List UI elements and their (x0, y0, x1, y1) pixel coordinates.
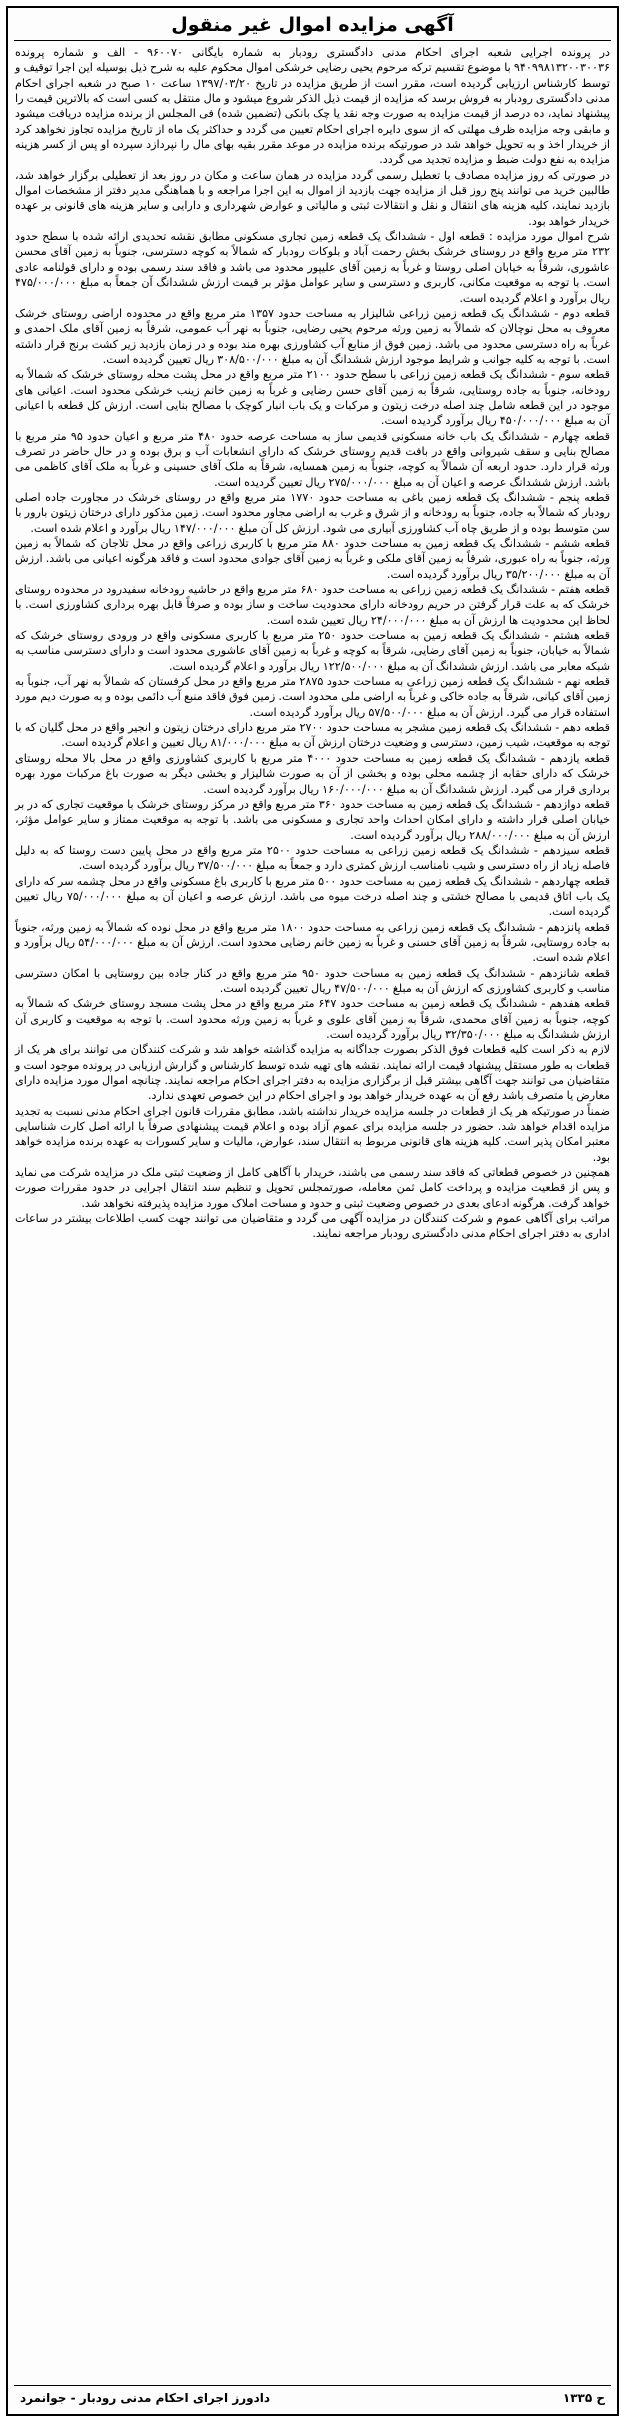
notice-paragraph: قطعه سیزدهم - ششدانگ یک قطعه زمین زراعی به مساحت حدود ۲۵۰۰ متر مربع واقع در محل پایین دست روستا که به دلیل فاصله زیاد از راه دسترسی و شیب نامناسب ارزش کمتری دارد و جمعاً به مبلغ ۳۷/۵۰۰/۰۰۰ ریال برآورد گردیده است. (15, 843, 610, 873)
notice-paragraph: شرح اموال مورد مزایده : قطعه اول - ششدانگ یک قطعه زمین تجاری مسکونی مطابق نقشه تحدیدی ارائه شده با سطح حدود ۲۳۲ متر مربع واقع در روستای خرشک بخش رحمت آباد و بلوکات رودبار که شمالاً به کوچه دسترسی، جنوباً به زمین آقای محسن عاشوری، شرقاً به خیابان اصلی روستا و غرباً به زمین آقای علیپور محدود می باشد و فاقد سند رسمی بوده و دارای قولنامه عادی است. با توجه به موقعیت مکانی، کاربری و دسترسی و سایر عوامل مؤثر بر قیمت ارزش ششدانگ آن جمعاً به مبلغ ۴۷۵/۰۰۰/۰۰۰ ریال برآورد و اعلام گردیده است. (15, 230, 610, 305)
notice-paragraph: ضمناً در صورتیکه هر یک از قطعات در جلسه مزایده خریدار نداشته باشد، مطابق مقررات قانون اجرای احکام مدنی نسبت به تجدید مزایده اقدام خواهد شد. حضور در جلسه مزایده برای عموم آزاد بوده و اعلام قیمت پیشنهادی صرفاً با ارائه اصل کارت شناسایی معتبر امکان پذیر است. کلیه هزینه های قانونی مربوط به انتقال سند، عوارض، مالیات و سایر کسورات به عهده برنده مزایده خواهد بود. (15, 1104, 610, 1164)
notice-body (8, 41, 617, 2359)
notice-paragraph: مراتب برای آگاهی عموم و شرکت کنندگان در مزایده آگهی می گردد و متقاضیان می توانند جهت کسب اطلاعات بیشتر در ساعات اداری به دفتر اجرای احکام مدنی دادگستری رودبار مراجعه نمایند. (15, 1212, 610, 1241)
notice-paragraph: قطعه ششم - ششدانگ یک قطعه زمین به مساحت حدود ۸۸۰ متر مربع با کاربری زراعی واقع در محل تلاجان که شمالاً به زمین ورثه، جنوباً به راه عبوری، شرقاً به زمین آقای ملکی و غرباً به زمین آقای جوادی محدود است و فاقد هرگونه اعیانی می باشد. ارزش آن به مبلغ ۳۵/۲۰۰/۰۰۰ ریال برآورد گردیده است. (15, 537, 610, 581)
notice-paragraph: قطعه هفتم - ششدانگ یک قطعه زمین زراعی به مساحت حدود ۶۸۰ متر مربع واقع در حاشیه رودخانه سفیدرود در محدوده روستای خرشک که به علت قرار گرفتن در حریم رودخانه دارای محدودیت ساخت و ساز بوده و صرفاً قابل بهره برداری کشاورزی است. با لحاظ این محدودیت ها ارزش آن به مبلغ ۲۴/۰۰۰/۰۰۰ ریال تعیین شده است. (15, 583, 611, 627)
notice-frame (6, 6, 619, 2416)
notice-paragraph: قطعه دوازدهم - ششدانگ یک قطعه زمین به مساحت حدود ۳۶۰ متر مربع واقع در مرکز روستای خرشک با موقعیت تجاری که در بر خیابان اصلی قرار داشته و دارای امکان احداث واحد تجاری و مسکونی می باشد. با توجه به موقعیت ممتاز و سایر عوامل مؤثر، ارزش آن به مبلغ ۲۸۸/۰۰۰/۰۰۰ ریال برآورد گردیده است. (15, 797, 610, 842)
notice-title: آگهی مزایده اموال غیر منقول (14, 8, 611, 41)
notice-paragraph: قطعه نهم - ششدانگ یک قطعه زمین زراعی به مساحت حدود ۲۸۷۵ متر مربع واقع در محل کرفستان که شمالاً به نهر آب، جنوباً به زمین آقای کیانی، شرقاً به جاده خاکی و غرباً به اراضی ملی محدود است. زمین فوق فاقد منبع آب دائمی بوده و به صورت دیم مورد استفاده قرار می گیرد. ارزش آن به مبلغ ۵۷/۵۰۰/۰۰۰ ریال برآورد گردیده است. (15, 675, 610, 719)
notice-paragraph: قطعه یازدهم - ششدانگ یک قطعه زمین به مساحت حدود ۴۰۰۰ متر مربع با کاربری کشاورزی واقع در محل بالا محله روستای خرشک که دارای حقابه از چشمه محلی بوده و بخشی از آن به صورت شالیزار و بخشی دیگر به صورت باغ مرکبات مورد بهره برداری قرار می گیرد. ارزش ششدانگ آن به مبلغ ۱۶۰/۰۰۰/۰۰۰ ریال برآورد گردیده است. (15, 751, 610, 796)
notice-paragraph: همچنین در خصوص قطعاتی که فاقد سند رسمی می باشند، خریدار با آگاهی کامل از وضعیت ثبتی ملک در مزایده شرکت می نماید و پس از قطعیت مزایده و پرداخت کامل ثمن معامله، صورتمجلس تحویل و تنظیم سند انتقال اجرایی در حدود مقررات صورت خواهد گرفت. هرگونه ادعای بعدی در خصوص وضعیت ثبتی و حدود و مساحت املاک مورد مزایده پذیرفته نخواهد شد. (15, 1166, 610, 1210)
notice-footer (14, 2385, 611, 2410)
notice-paragraph: قطعه دوم - ششدانگ یک قطعه زمین زراعی شالیزار به مساحت حدود ۱۳۵۷ متر مربع واقع در محدوده اراضی روستای خرشک معروف به محل نوچالان که شمالاً به زمین ورثه مرحوم یحیی رضایی، جنوباً به نهر آب عمومی، شرقاً به زمین آقای ملک احمدی و غرباً به راه دسترسی محدود می باشد. زمین فوق از منابع آب کشاورزی بهره مند بوده و در زمان بازدید زیر کشت برنج قرار داشته است. با توجه به کلیه جوانب و شرایط موجود ارزش ششدانگ آن به مبلغ ۳۰۸/۵۰۰/۰۰۰ ریال تعیین گردیده است. (15, 306, 610, 366)
notice-paragraph: قطعه هفدهم - ششدانگ یک قطعه زمین به مساحت حدود ۶۴۷ متر مربع واقع در محل پشت مسجد روستای خرشک که شمالاً به کوچه، جنوباً به زمین آقای محمدی، شرقاً به زمین آقای علوی و غرباً به زمین ورثه محدود است. با توجه به موقعیت و کاربری آن ارزش ششدانگ به مبلغ ۳۲/۳۵۰/۰۰۰ ریال برآورد گردیده است. (15, 997, 610, 1041)
notice-paragraph: قطعه پانزدهم - ششدانگ یک قطعه زمین زراعی به مساحت حدود ۱۸۰۰ متر مربع واقع در محل نوده که شمالاً به زمین ورثه، جنوباً به جاده روستایی، شرقاً به زمین آقای حسنی و غرباً به زمین خانم رضایی محدود است. ارزش آن به مبلغ ۵۴/۰۰۰/۰۰۰ ریال برآورد و اعلام شده است. (15, 920, 610, 965)
notice-signature: دادورز اجرای احکام مدنی رودبار - جوانمرد (20, 2391, 271, 2405)
notice-paragraph: قطعه پنجم - ششدانگ یک قطعه زمین باغی به مساحت حدود ۱۷۷۰ متر مربع واقع در روستای خرشک در مجاورت جاده اصلی رودبار که شمالاً به جاده، جنوباً به رودخانه و از شرق و غرب به اراضی مجاور محدود است. زمین مذکور دارای درختان زیتون بارور با سن متوسط بوده و از طریق چاه آب کشاورزی آبیاری می شود. ارزش کل آن مبلغ ۱۴۷/۰۰۰/۰۰۰ ریال برآورد و اعلام شده است. (15, 490, 610, 535)
notice-paragraph: قطعه هشتم - ششدانگ یک قطعه زمین به مساحت حدود ۲۵۰ متر مربع با کاربری مسکونی واقع در ورودی روستای خرشک که شمالاً به خیابان، جنوباً به زمین آقای رضایی، شرقاً به کوچه و غرباً به زمین آقای عاشوری محدود است و دارای دسترسی مناسب به شبکه معابر می باشد. ارزش ششدانگ آن به مبلغ ۱۲۲/۵۰۰/۰۰۰ ریال برآورد و اعلام گردیده است. (15, 629, 610, 673)
notice-paragraph: در صورتی که روز مزایده مصادف با تعطیل رسمی گردد مزایده در همان ساعت و مکان در روز بعد از تعطیلی برگزار خواهد شد، طالبین خرید می توانند پنج روز قبل از مزایده جهت بازدید از اموال به این اجرا مراجعه و با هماهنگی مدیر دفتر از مشخصات اموال بازدید نمایند، کلیه هزینه های انتقال و نقل و انتقالات ثبتی و مالیاتی و عوارض شهرداری و دارایی و سایر هزینه های قانونی بر عهده خریدار خواهد بود. (15, 168, 610, 228)
notice-paragraph: قطعه سوم - ششدانگ یک قطعه زمین زراعی با سطح حدود ۲۱۰۰ متر مربع واقع در محل پشت محله روستای خرشک که شمالاً به رودخانه، جنوباً به جاده روستایی، شرقاً به زمین آقای حسن رضایی و غرباً به زمین خانم زینب خرشکی محدود است. اعیانی های موجود در این قطعه شامل چند اصله درخت زیتون و مرکبات و یک باب انبار کوچک با مصالح بنایی است. ارزش کل قطعه با اعیانی آن به مبلغ ۴۵۰/۰۰۰/۰۰۰ ریال برآورد گردیده است. (15, 368, 610, 428)
notice-paragraph: قطعه چهارم - ششدانگ یک باب خانه مسکونی قدیمی ساز به مساحت عرصه حدود ۴۸۰ متر مربع و اعیان حدود ۹۵ متر مربع با مصالح بنایی و سقف شیروانی واقع در بافت قدیم روستای خرشک که دارای انشعابات آب و برق بوده و در حال حاضر در تصرف ورثه قرار دارد. حدود اربعه آن شمالاً به کوچه، جنوباً به زمین همسایه، شرقاً به ملک آقای حسینی و غرباً به ملک آقای کاظمی می باشد. ارزش ششدانگ عرصه و اعیان آن به مبلغ ۲۷۵/۰۰۰/۰۰۰ ریال تعیین گردیده است. (15, 429, 610, 489)
notice-paragraph: قطعه چهاردهم - ششدانگ یک قطعه زمین به مساحت حدود ۵۰۰ متر مربع با کاربری باغ مسکونی واقع در محل چشمه سر که دارای یک باب اتاق قدیمی با مصالح خشتی و چند اصله درخت میوه می باشد. ارزش عرصه و اعیان آن به مبلغ ۷۵/۰۰۰/۰۰۰ ریال تعیین گردیده است. (15, 874, 611, 919)
notice-paragraph: در پرونده اجرایی شعبه اجرای احکام مدنی دادگستری رودبار به شماره بایگانی ۹۶۰۰۷۰ - الف و شماره پرونده ۹۴۰۹۹۸۱۳۲۰۰۳۰۰۳۶ با موضوع تقسیم ترکه مرحوم یحیی رضایی خرشکی اموال محکوم علیه به شرح ذیل بوسیله این اجرا توقیف و توسط کارشناس ارزیابی گردیده است، مقرر است از طریق مزایده در تاریخ ۱۳۹۷/۰۳/۲۰ ساعت ۱۰ صبح در شعبه اجرای احکام مدنی دادگستری رودبار به فروش برسد که مزایده از قیمت ذیل الذکر شروع میشود و مال منتقل به کسی است که بالاترین قیمت را پیشنهاد نماید، ده درصد از قیمت مزایده به صورت وجه نقد یا چک بانکی (تضمین شده) فی المجلس از برنده مزایده دریافت میشود و مابقی وجه مزایده ظرف مهلتی که از سوی دایره اجرای احکام تعیین می گردد و حداکثر یک ماه از تاریخ مزایده تجاوز نخواهد کرد از خریدار اخذ و به تحویل خواهد شد در صورتیکه برنده مزایده در موعد مقرر بقیه بهای مال را نپردازد سپرده او پس از کسر هزینه مزایده به نفع دولت ضبط و مزایده تجدید می گردد. (15, 46, 610, 167)
notice-ad-code: ح ۱۳۳۵ (562, 2391, 605, 2405)
notice-paragraph: قطعه دهم - ششدانگ یک قطعه زمین مشجر به مساحت حدود ۲۷۰۰ متر مربع دارای درختان زیتون و انجیر واقع در محل گلیان که با توجه به موقعیت، شیب زمین، دسترسی و وضعیت درختان ارزش آن به مبلغ ۸۱/۰۰۰/۰۰۰ ریال تعیین و اعلام گردیده است. (15, 721, 610, 750)
notice-paragraph: لازم به ذکر است کلیه قطعات فوق الذکر بصورت جداگانه به مزایده گذاشته خواهد شد و شرکت کنندگان می توانند برای هر یک از قطعات به طور مستقل پیشنهاد قیمت ارائه نمایند. نقشه های تهیه شده توسط کارشناس و گزارش ارزیابی در پرونده موجود است و متقاضیان می توانند جهت آگاهی بیشتر قبل از برگزاری مزایده به دفتر اجرای احکام مراجعه نمایند. چنانچه اموال مورد مزایده دارای معارض یا متصرف باشد رفع آن به عهده خریدار خواهد بود و اجرای احکام در این خصوص تعهدی ندارد. (15, 1043, 610, 1103)
notice-paragraph: قطعه شانزدهم - ششدانگ یک قطعه زمین به مساحت حدود ۹۵۰ متر مربع واقع در کنار جاده بین روستایی با امکان دسترسی مناسب و کاربری کشاورزی که ارزش آن به مبلغ ۴۷/۵۰۰/۰۰۰ ریال تعیین گردیده است. (15, 966, 610, 995)
